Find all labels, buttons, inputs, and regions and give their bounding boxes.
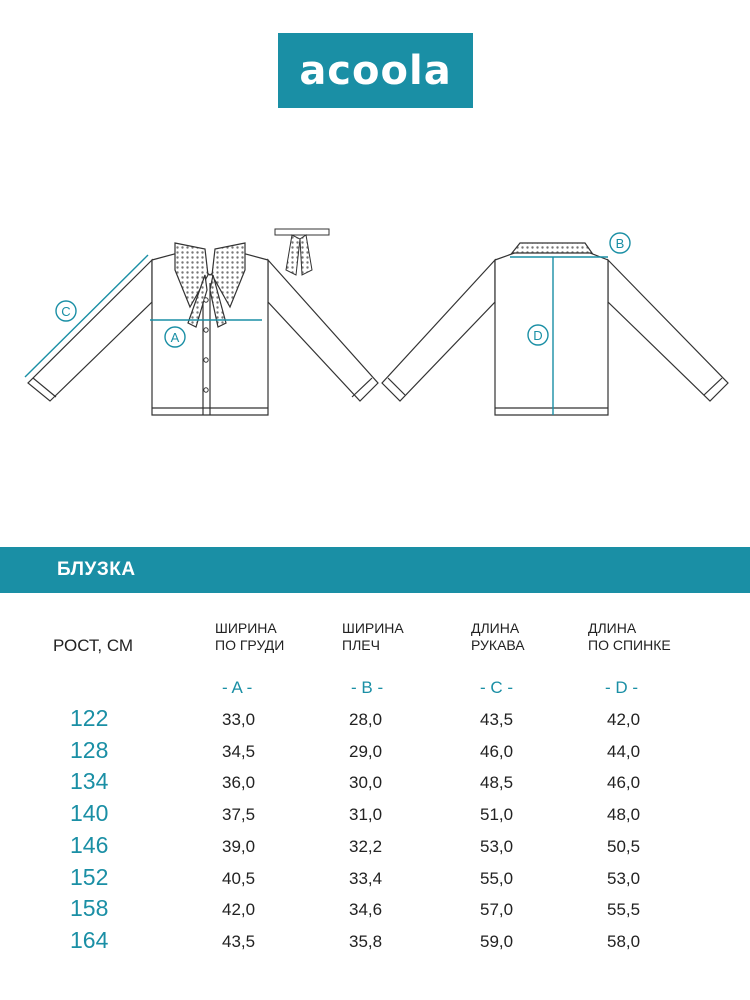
column-letter-a: - A - <box>222 678 253 697</box>
brand-logo <box>278 33 473 108</box>
marker-c <box>56 301 76 321</box>
value-cell: 36,0 <box>222 773 256 793</box>
size-cell: 152 <box>70 863 109 890</box>
column-letter-b: - B - <box>351 678 384 697</box>
value-cell: 46,0 <box>480 741 514 761</box>
value-cell: 34,5 <box>222 741 256 761</box>
svg-text:B: B <box>615 236 625 251</box>
column-header-back-length: ДЛИНА ПО СПИНКЕ <box>588 620 671 653</box>
blouse-front-drawing <box>28 243 378 415</box>
marker-d <box>528 325 548 345</box>
value-cell: 50,5 <box>607 836 641 856</box>
value-cell: 44,0 <box>607 741 641 761</box>
product-title-band <box>0 547 750 593</box>
svg-text:D: D <box>533 328 543 343</box>
value-cell: 53,0 <box>480 836 514 856</box>
marker-a <box>165 327 185 347</box>
value-cell: 43,5 <box>222 931 256 951</box>
value-cell: 35,8 <box>349 931 383 951</box>
garment-diagrams <box>0 215 750 435</box>
value-cell: 28,0 <box>349 710 383 729</box>
size-cell: 122 <box>70 705 109 731</box>
value-cell: 46,0 <box>607 773 641 793</box>
value-cell: 32,2 <box>349 836 383 856</box>
value-cell: 51,0 <box>480 805 514 825</box>
value-cell: 58,0 <box>607 931 641 951</box>
value-cell: 55,5 <box>607 900 641 920</box>
size-cell: 158 <box>70 895 109 922</box>
brand-logo-text: acoola <box>299 47 452 94</box>
value-cell: 57,0 <box>480 900 514 920</box>
value-cell: 42,0 <box>222 900 256 920</box>
column-header-chest: ШИРИНА ПО ГРУДИ <box>215 620 285 653</box>
value-cell: 55,0 <box>480 868 514 888</box>
value-cell: 48,5 <box>480 773 514 793</box>
column-letter-d: - D - <box>605 678 639 697</box>
value-cell: 34,6 <box>349 900 383 920</box>
value-cell: 53,0 <box>607 868 641 888</box>
value-cell: 37,5 <box>222 805 256 825</box>
marker-b <box>610 233 630 253</box>
value-cell: 42,0 <box>607 710 641 729</box>
svg-text:A: A <box>170 330 180 345</box>
size-cell: 134 <box>70 768 109 795</box>
value-cell: 29,0 <box>349 741 383 761</box>
value-cell: 43,5 <box>480 710 514 729</box>
product-title: БЛУЗКА <box>57 559 136 580</box>
svg-text:C: C <box>61 304 71 319</box>
column-header-sleeve: ДЛИНА РУКАВА <box>471 620 525 653</box>
column-letter-c: - C - <box>480 678 514 697</box>
value-cell: 30,0 <box>349 773 383 793</box>
size-cell: 164 <box>70 926 109 953</box>
value-cell: 48,0 <box>607 805 641 825</box>
value-cell: 31,0 <box>349 805 383 825</box>
value-cell: 33,0 <box>222 710 256 729</box>
height-header: РОСТ, СМ <box>53 636 134 655</box>
blouse-back-drawing <box>382 243 728 415</box>
value-cell: 39,0 <box>222 836 256 856</box>
value-cell: 59,0 <box>480 931 514 951</box>
size-cell: 140 <box>70 800 109 827</box>
size-cell: 128 <box>70 736 109 763</box>
bow-drawing <box>275 229 329 275</box>
column-header-shoulders: ШИРИНА ПЛЕЧ <box>342 620 404 653</box>
value-cell: 33,4 <box>349 868 383 888</box>
value-cell: 40,5 <box>222 868 256 888</box>
size-cell: 146 <box>70 831 109 858</box>
